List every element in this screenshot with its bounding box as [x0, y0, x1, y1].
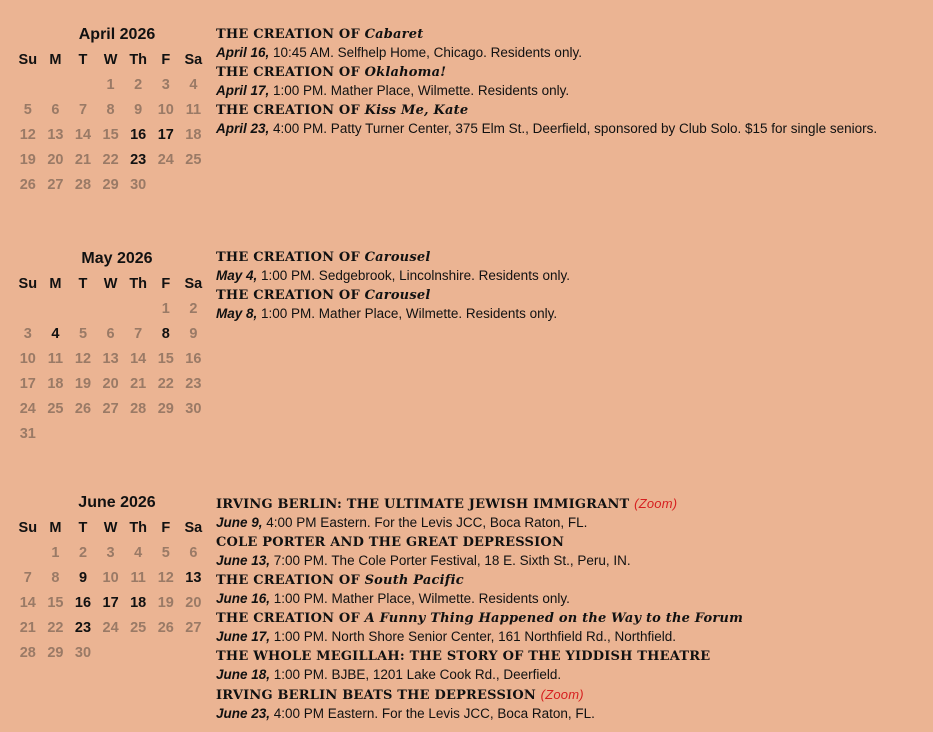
day-cell: 4 [134, 544, 143, 561]
event-date: April 17, [216, 83, 270, 98]
day-cell: 30 [130, 176, 147, 193]
weekday-header: M [49, 519, 62, 536]
day-cell: 10 [102, 569, 119, 586]
events-may [216, 249, 931, 325]
event-item [216, 249, 931, 285]
event-date: May 8, [216, 306, 258, 321]
event-show-name: Kiss Me, Kate [364, 103, 469, 118]
event-detail [216, 552, 931, 570]
empty-cell [14, 72, 42, 97]
day-cell: 9 [134, 101, 143, 118]
day-cell: 2 [78, 544, 88, 561]
day-cell: 18 [130, 594, 147, 611]
weekday-header: W [103, 519, 118, 536]
day-cell: 7 [23, 569, 32, 586]
day-cell: 5 [78, 325, 88, 342]
event-show-name: Cabaret [364, 27, 424, 42]
event-date: April 16, [216, 45, 270, 60]
weekday-header: Su [18, 275, 38, 292]
event-item [216, 26, 931, 62]
event-date: April 23, [216, 121, 270, 136]
day-cell: 23 [74, 619, 92, 636]
day-cell: 21 [74, 151, 92, 168]
event-date: June 18, [216, 667, 271, 682]
day-cell: 16 [185, 350, 202, 367]
event-title-text: THE CREATION OF [216, 27, 365, 42]
day-cell: 26 [74, 400, 92, 417]
day-cell: 26 [157, 619, 174, 636]
day-cell: 7 [134, 325, 143, 342]
event-date: June 23, [216, 706, 271, 721]
empty-cell [97, 296, 125, 321]
event-title [216, 249, 931, 267]
day-cell: 13 [102, 350, 119, 367]
day-cell: 24 [102, 619, 119, 636]
day-cell: 17 [157, 126, 174, 143]
weekday-header: Th [129, 275, 148, 292]
event-detail [216, 120, 931, 138]
event-info: 1:00 PM. Mather Place, Wilmette. Residents only. [270, 591, 570, 606]
day-cell: 6 [189, 544, 198, 561]
day-cell: 30 [74, 644, 92, 661]
empty-cell [124, 296, 152, 321]
day-cell: 8 [106, 101, 115, 118]
day-cell: 27 [47, 176, 64, 193]
event-date: June 13, [216, 553, 271, 568]
event-info: 10:45 AM. Selfhelp Home, Chicago. Residents only. [269, 45, 582, 60]
event-item [216, 64, 931, 100]
event-info: 1:00 PM. BJBE, 1201 Lake Cook Rd., Deerfield. [270, 667, 562, 682]
month-title: May 2026 [81, 250, 153, 267]
event-detail [216, 514, 931, 532]
event-title [216, 610, 931, 628]
day-cell: 16 [74, 594, 92, 611]
weekday-header: F [161, 519, 171, 536]
month-block-june [14, 492, 212, 665]
weekday-header: Th [129, 51, 148, 68]
calendar-grid [14, 271, 207, 446]
weekday-header: M [49, 51, 62, 68]
weekday-header: T [78, 275, 88, 292]
day-cell: 28 [19, 644, 36, 661]
day-cell: 24 [19, 400, 36, 417]
event-date: June 9, [216, 515, 263, 530]
day-cell: 18 [185, 126, 202, 143]
day-cell: 12 [19, 126, 36, 143]
day-cell: 10 [19, 350, 36, 367]
day-cell: 23 [185, 375, 202, 392]
empty-cell [42, 296, 70, 321]
empty-cell [42, 72, 70, 97]
weekday-header: W [103, 275, 118, 292]
month-block-april [14, 24, 212, 197]
day-cell: 24 [157, 151, 174, 168]
day-cell: 10 [157, 101, 174, 118]
day-cell: 22 [102, 151, 119, 168]
event-title-text: THE CREATION OF [216, 65, 365, 80]
events-june [216, 495, 931, 725]
day-cell: 22 [157, 375, 174, 392]
event-item [216, 495, 931, 532]
day-cell: 2 [189, 300, 198, 317]
day-cell: 15 [102, 126, 119, 143]
day-cell: 3 [161, 76, 170, 93]
day-cell: 21 [19, 619, 36, 636]
event-info: 4:00 PM Eastern. For the Levis JCC, Boca Raton, FL. [270, 706, 595, 721]
zoom-badge: (Zoom) [540, 687, 584, 702]
events-april [216, 26, 931, 140]
weekday-header: T [78, 519, 88, 536]
zoom-badge: (Zoom) [634, 496, 678, 511]
event-detail [216, 705, 931, 723]
event-title [216, 648, 931, 666]
weekday-header: Sa [184, 275, 203, 292]
day-cell: 7 [78, 101, 88, 118]
day-cell: 9 [189, 325, 198, 342]
day-cell: 3 [106, 544, 115, 561]
event-info: 1:00 PM. Mather Place, Wilmette. Residents only. [269, 83, 570, 98]
event-info: 4:00 PM. Patty Turner Center, 375 Elm St., Deerfield, sponsored by Club Solo. $15 for single seniors. [269, 121, 878, 136]
day-cell: 30 [185, 400, 202, 417]
event-info: 7:00 PM. The Cole Porter Festival, 18 E. Sixth St., Peru, IN. [270, 553, 631, 568]
event-detail [216, 267, 931, 285]
day-cell: 16 [130, 126, 147, 143]
weekday-header: T [78, 51, 88, 68]
day-cell: 29 [47, 644, 64, 661]
event-title-text: THE CREATION OF [216, 573, 365, 588]
day-cell: 29 [102, 176, 119, 193]
event-title [216, 686, 931, 705]
day-cell: 20 [47, 151, 64, 168]
month-block-may [14, 248, 212, 446]
day-cell: 28 [74, 176, 92, 193]
event-show-name: South Pacific [364, 573, 464, 588]
event-info: 4:00 PM Eastern. For the Levis JCC, Boca Raton, FL. [262, 515, 588, 530]
day-cell: 21 [130, 375, 147, 392]
event-item [216, 686, 931, 723]
event-title [216, 102, 931, 120]
empty-cell [14, 296, 42, 321]
day-cell: 19 [74, 375, 92, 392]
weekday-header: Su [18, 519, 38, 536]
weekday-header: F [161, 51, 171, 68]
event-show-name: Carousel [364, 250, 431, 265]
day-cell: 29 [157, 400, 174, 417]
day-cell: 6 [51, 101, 60, 118]
event-item [216, 572, 931, 608]
empty-cell [14, 540, 42, 565]
event-info: 1:00 PM. Sedgebrook, Lincolnshire. Residents only. [257, 268, 570, 283]
event-info: 1:00 PM. North Shore Senior Center, 161 Northfield Rd., Northfield. [270, 629, 676, 644]
day-cell: 1 [106, 76, 115, 93]
day-cell: 18 [47, 375, 64, 392]
day-cell: 6 [106, 325, 115, 342]
day-cell: 17 [19, 375, 36, 392]
event-show-name: Oklahoma! [364, 65, 447, 80]
event-date: June 17, [216, 629, 271, 644]
day-cell: 25 [185, 151, 202, 168]
weekday-header: M [49, 275, 62, 292]
event-title-text: COLE PORTER AND THE GREAT DEPRESSION [216, 535, 565, 550]
day-cell: 12 [74, 350, 92, 367]
calendar-grid [14, 47, 207, 197]
month-title: June 2026 [78, 494, 156, 511]
day-cell: 23 [130, 151, 147, 168]
day-cell: 11 [130, 569, 146, 586]
event-detail [216, 82, 931, 100]
day-cell: 25 [47, 400, 64, 417]
event-title [216, 64, 931, 82]
event-item [216, 648, 931, 684]
day-cell: 15 [47, 594, 64, 611]
weekday-header: W [103, 51, 118, 68]
day-cell: 28 [130, 400, 147, 417]
event-date: May 4, [216, 268, 258, 283]
event-title [216, 572, 931, 590]
event-detail [216, 628, 931, 646]
event-detail [216, 666, 931, 684]
day-cell: 5 [161, 544, 170, 561]
event-info: 1:00 PM. Mather Place, Wilmette. Residents only. [257, 306, 558, 321]
day-cell: 12 [157, 569, 174, 586]
event-title-text: IRVING BERLIN BEATS THE DEPRESSION [216, 688, 536, 703]
day-cell: 27 [102, 400, 119, 417]
weekday-header: Th [129, 519, 148, 536]
day-cell: 11 [47, 350, 64, 367]
day-cell: 20 [185, 594, 202, 611]
event-title [216, 495, 931, 514]
event-item [216, 534, 931, 570]
day-cell: 14 [74, 126, 92, 143]
day-cell: 22 [47, 619, 64, 636]
day-cell: 17 [102, 594, 119, 611]
day-cell: 19 [19, 151, 36, 168]
day-cell: 5 [23, 101, 32, 118]
day-cell: 14 [19, 594, 36, 611]
event-title [216, 534, 931, 552]
day-cell: 2 [134, 76, 143, 93]
day-cell: 31 [19, 425, 36, 442]
event-detail [216, 590, 931, 608]
calendar-grid [14, 515, 207, 665]
event-show-name: Carousel [364, 288, 431, 303]
day-cell: 27 [185, 619, 202, 636]
weekday-header: F [161, 275, 171, 292]
event-title-text: THE CREATION OF [216, 103, 365, 118]
weekday-header: Sa [184, 51, 203, 68]
event-title-text: THE CREATION OF [216, 250, 365, 265]
day-cell: 26 [19, 176, 36, 193]
day-cell: 15 [157, 350, 174, 367]
empty-cell [69, 296, 97, 321]
event-detail [216, 44, 931, 62]
day-cell: 14 [130, 350, 147, 367]
day-cell: 4 [189, 76, 198, 93]
day-cell: 8 [161, 325, 170, 342]
day-cell: 9 [78, 569, 88, 586]
event-item [216, 610, 931, 646]
event-title-text: THE WHOLE MEGILLAH: THE STORY OF THE YIDDISH THEATRE [216, 649, 711, 664]
day-cell: 13 [47, 126, 64, 143]
event-detail [216, 305, 931, 323]
event-title-text: THE CREATION OF [216, 611, 365, 626]
day-cell: 11 [185, 101, 202, 118]
weekday-header: Sa [184, 519, 203, 536]
event-title [216, 26, 931, 44]
event-title-text: IRVING BERLIN: THE ULTIMATE JEWISH IMMIGRANT [216, 497, 630, 512]
day-cell: 13 [185, 569, 202, 586]
day-cell: 1 [51, 544, 60, 561]
day-cell: 3 [23, 325, 32, 342]
day-cell: 25 [130, 619, 147, 636]
day-cell: 19 [157, 594, 174, 611]
event-date: June 16, [216, 591, 271, 606]
day-cell: 1 [161, 300, 170, 317]
event-title-text: THE CREATION OF [216, 288, 365, 303]
month-title: April 2026 [78, 26, 156, 43]
day-cell: 8 [51, 569, 60, 586]
event-item [216, 102, 931, 138]
day-cell: 20 [102, 375, 119, 392]
day-cell: 4 [51, 325, 60, 342]
weekday-header: Su [18, 51, 38, 68]
empty-cell [69, 72, 97, 97]
event-title [216, 287, 931, 305]
event-show-name: A Funny Thing Happened on the Way to the Forum [364, 611, 744, 626]
event-item [216, 287, 931, 323]
